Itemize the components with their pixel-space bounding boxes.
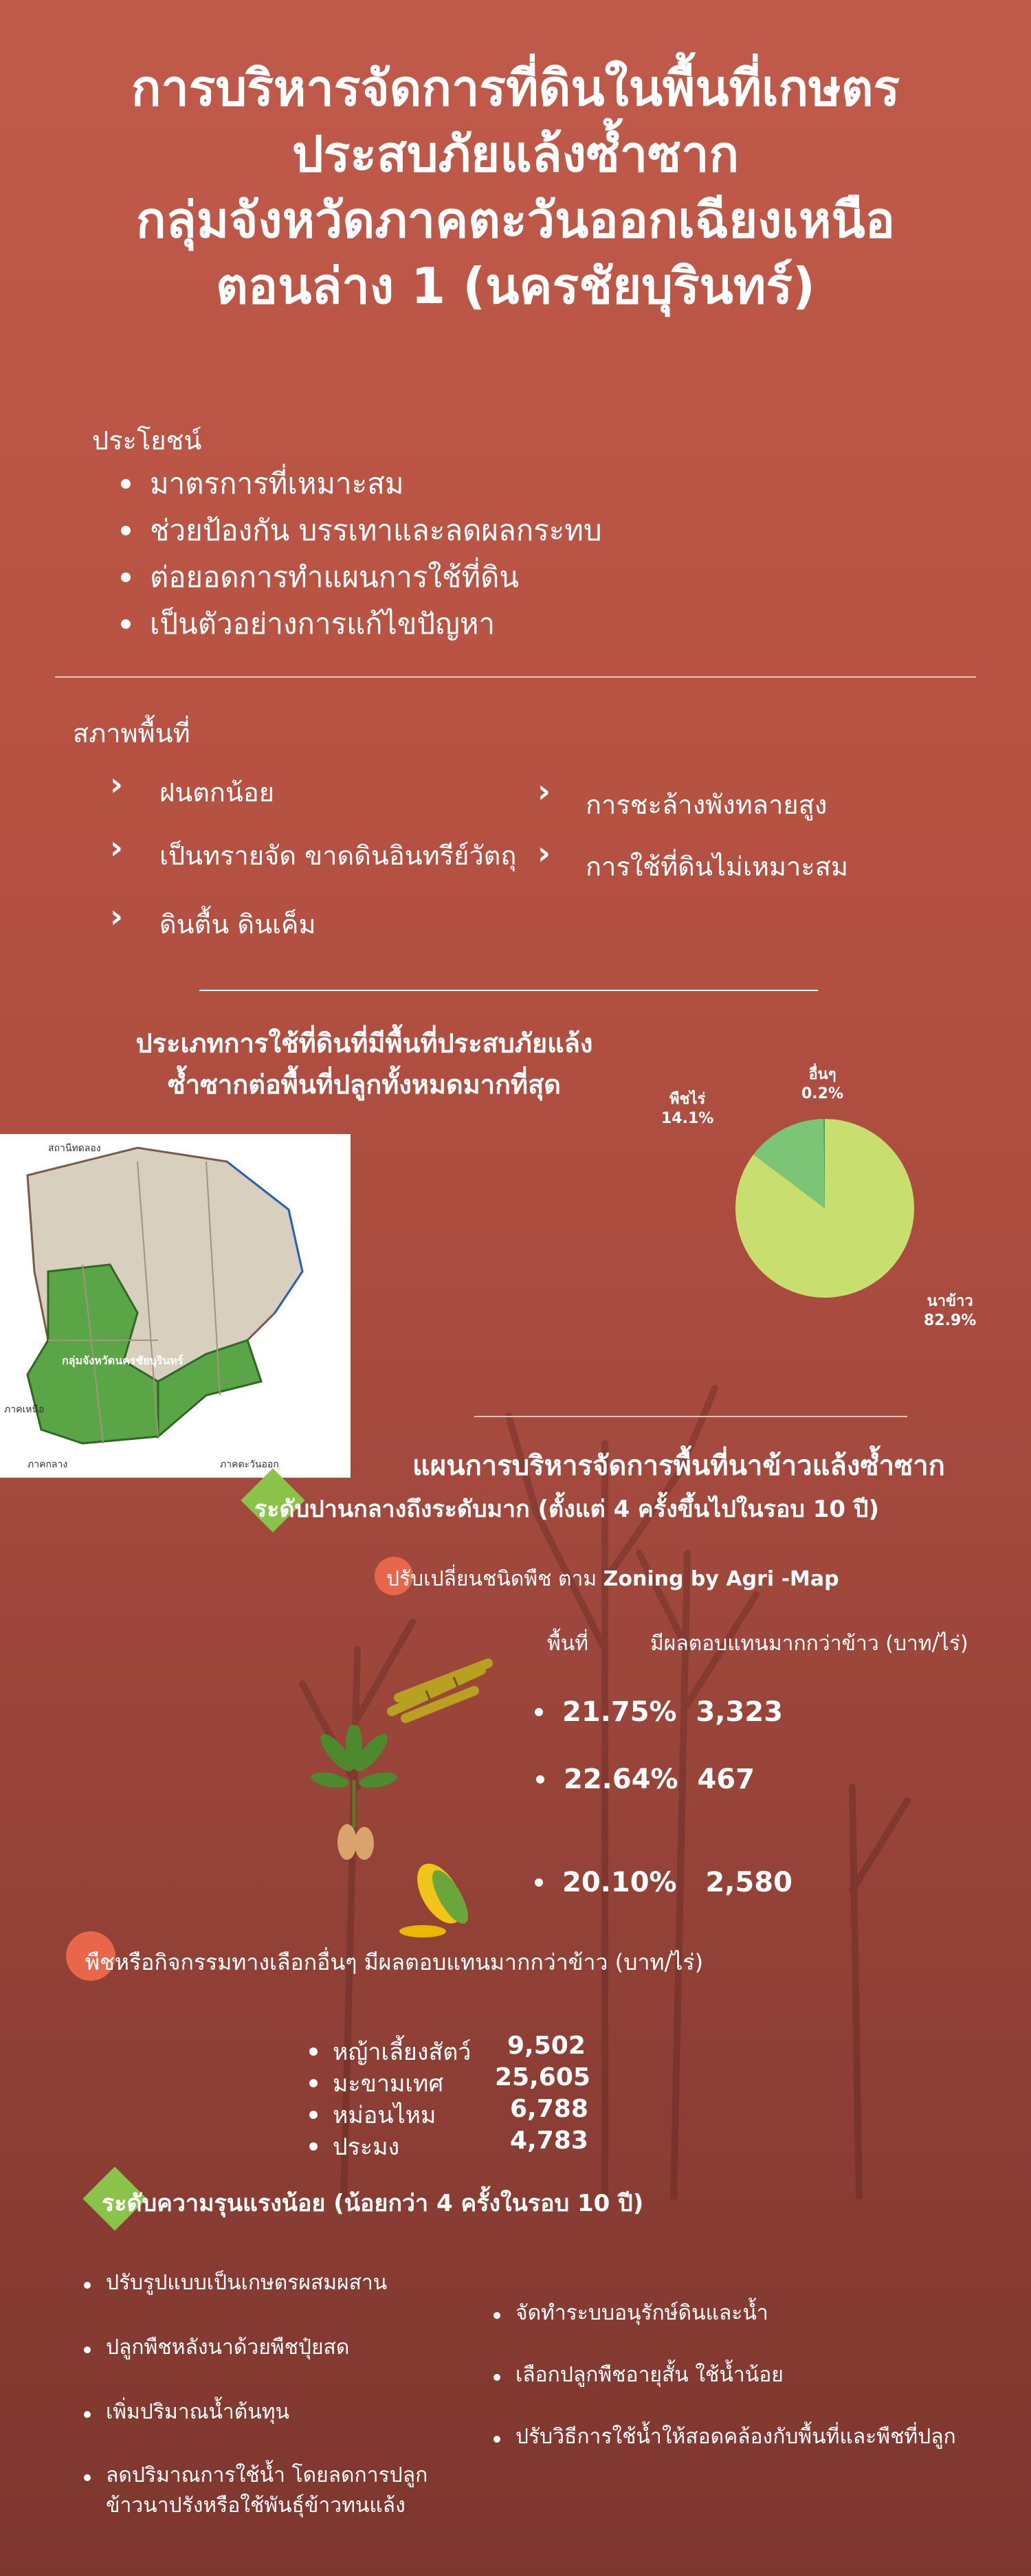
map-graphic — [0, 1134, 351, 1478]
alternatives-heading: พืชหรือกิจกรรมทางเลือกอื่นๆ มีผลตอบแทนมากกว่าข้าว (บาท/ไร่) — [85, 1949, 704, 1975]
crop-area: 22.64% — [564, 1764, 678, 1795]
map-label: ภาคเหนือ — [4, 1404, 45, 1415]
level-high: ระดับปานกลางถึงระดับมาก (ตั้งแต่ 4 ครั้งขึ้นไปในรอบ 10 ปี) — [254, 1496, 880, 1523]
pie-label-field-crops — [661, 1090, 713, 1129]
level-low: ระดับความรุนแรงน้อย (น้อยกว่า 4 ครั้งในรอบ 10 ปี) — [102, 2190, 644, 2217]
benefit-item: ช่วยป้องกัน บรรเทาและลดผลกระทบ — [115, 507, 602, 554]
crop-area: 20.10% — [562, 1867, 677, 1898]
conditions-label: สภาพพื้นที่ — [73, 718, 190, 748]
col-return-header: มีผลตอบแทนมากกว่าข้าว (บาท/ไร่) — [650, 1632, 968, 1656]
crop-area: 21.75% — [562, 1696, 677, 1728]
title-line-3: กลุ่มจังหวัดภาคตะวันออกเฉียงเหนือ — [136, 191, 895, 249]
cassava-icon — [309, 1725, 399, 1863]
crop-return: 467 — [697, 1764, 755, 1795]
alt-value: 9,502 — [507, 2032, 586, 2060]
landuse-pie-chart — [729, 1112, 921, 1304]
pie-label-other — [801, 1065, 843, 1104]
pie-label-rice — [924, 1292, 976, 1331]
corn-icon — [395, 1856, 485, 1938]
alt-value: 4,783 — [510, 2127, 588, 2155]
change-crop-line — [386, 1563, 839, 1595]
low-item: ปลูกพืชหลังนาด้วยพืชปุ๋ยสด — [106, 2333, 349, 2363]
condition-item: ฝนตกน้อย — [159, 777, 274, 808]
divider — [55, 676, 976, 678]
col-area-header: พื้นที่ — [547, 1632, 589, 1656]
province-map — [0, 1134, 351, 1478]
title-line-1: การบริหารจัดการที่ดินในพื้นที่เกษตร — [131, 59, 900, 117]
pie-label-value: 14.1% — [661, 1110, 714, 1127]
pie-label-name: นาข้าว — [927, 1293, 973, 1310]
page-title — [0, 55, 1031, 319]
crop-stat-cassava — [564, 1764, 755, 1795]
low-item-continued: ข้าวนาปรังหรือใช้พันธุ์ข้าวทนแล้ง — [106, 2494, 406, 2518]
low-item: จัดทำระบบอนุรักษ์ดินและน้ำ — [516, 2298, 768, 2329]
low-item: เพิ่มปริมาณน้ำต้นทุน — [106, 2397, 289, 2428]
benefits-label: ประโยชน์ — [92, 425, 202, 456]
chevron-right-icon: › — [110, 829, 123, 866]
change-crop-bold: Zoning by Agri -Map — [603, 1567, 839, 1591]
chevron-right-icon: › — [537, 773, 551, 810]
sugarcane-icon — [385, 1650, 495, 1725]
pie-label-name: อื่นๆ — [808, 1066, 836, 1083]
landuse-heading — [82, 1023, 646, 1105]
benefits-list — [115, 460, 602, 647]
chevron-right-icon: › — [110, 898, 123, 935]
crop-return: 2,580 — [705, 1867, 792, 1898]
low-item: เลือกปลูกพืชอายุสั้น ใช้น้ำน้อย — [516, 2360, 784, 2390]
low-item: ปรับรูปแบบเป็นเกษตรผสมผสาน — [106, 2268, 387, 2298]
crop-return: 3,323 — [696, 1696, 783, 1728]
low-item: ปรับวิธีการใช้น้ำให้สอดคล้องกับพื้นที่และพืชที่ปลูก — [516, 2422, 956, 2452]
divider — [474, 1416, 907, 1417]
plan-heading: แผนการบริหารจัดการพื้นที่นาข้าวแล้งซ้ำซาก — [412, 1450, 945, 1482]
alt-name: หญ้าเลี้ยงสัตว์ — [333, 2033, 471, 2070]
title-line-4: ตอนล่าง 1 (นครชัยบุรินทร์) — [216, 257, 815, 315]
condition-item: ดินตื้น ดินเค็ม — [159, 909, 316, 940]
map-label: สถานีทดลอง — [48, 1143, 101, 1154]
change-crop-prefix: ปรับเปลี่ยนชนิดพืช ตาม — [386, 1567, 603, 1591]
alt-value: 6,788 — [510, 2095, 588, 2123]
landuse-heading-line: ประเภทการใช้ที่ดินที่มีพื้นที่ประสบภัยแล้ง — [135, 1028, 593, 1058]
condition-item: การใช้ที่ดินไม่เหมาะสม — [586, 852, 849, 882]
alt-value: 25,605 — [495, 2063, 590, 2091]
divider — [199, 990, 818, 991]
crop-stat-corn — [562, 1867, 792, 1898]
chevron-right-icon: › — [110, 766, 123, 803]
condition-item: การชะล้างพังทลายสูง — [586, 790, 828, 820]
title-line-2: ประสบภัยแล้งซ้ำซาก — [291, 125, 740, 183]
benefit-item: เป็นตัวอย่างการแก้ไขปัญหา — [115, 601, 602, 647]
map-label: กลุ่มจังหวัดนครชัยบุรินทร์ — [62, 1354, 184, 1367]
pie-label-value: 82.9% — [924, 1312, 977, 1329]
benefit-item: ต่อยอดการทำแผนการใช้ที่ดิน — [115, 554, 602, 601]
alt-name: หม่อนไหม — [333, 2096, 436, 2133]
alt-name: มะขามเทศ — [333, 2065, 443, 2102]
map-label: ภาคตะวันออก — [220, 1459, 279, 1470]
benefit-item: มาตรการที่เหมาะสม — [115, 460, 602, 507]
landuse-heading-line: ซ้ำซากต่อพื้นที่ปลูกทั้งหมดมากที่สุด — [168, 1069, 561, 1100]
condition-item: เป็นทรายจัด ขาดดินอินทรีย์วัตถุ — [159, 841, 517, 871]
pie-label-name: พืชไร่ — [669, 1091, 706, 1108]
chevron-right-icon: › — [537, 834, 551, 871]
low-item: ลดปริมาณการใช้น้ำ โดยลดการปลูก — [106, 2461, 428, 2491]
alt-name: ประมง — [333, 2128, 399, 2165]
pie-label-value: 0.2% — [801, 1085, 844, 1102]
map-label: ภาคกลาง — [27, 1459, 68, 1470]
crop-stat-sugarcane — [562, 1696, 783, 1728]
